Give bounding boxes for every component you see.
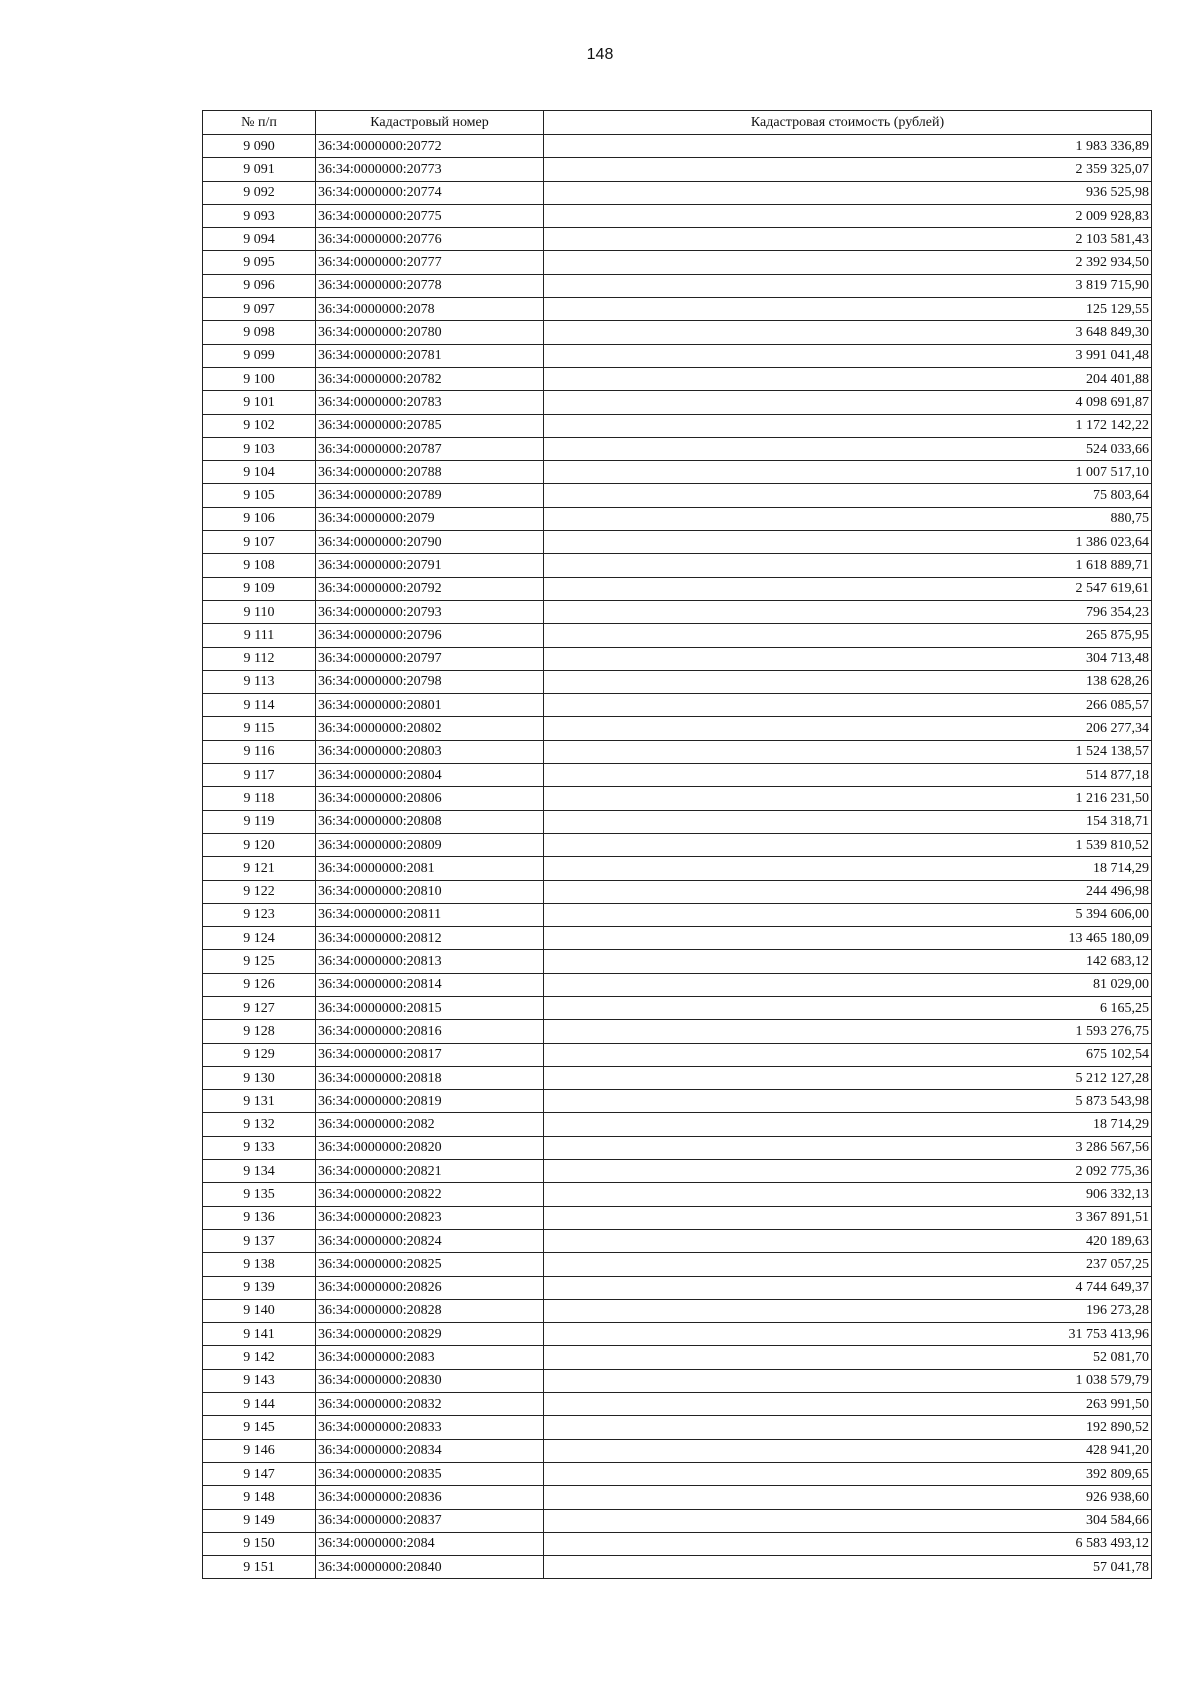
table-row xyxy=(203,1043,1152,1066)
cadastral-number-cell: 36:34:0000000:2081 xyxy=(316,857,544,880)
table-row xyxy=(203,600,1152,623)
cadastral-number-cell: 36:34:0000000:2083 xyxy=(316,1346,544,1369)
row-number-cell: 9 120 xyxy=(203,833,316,856)
cadastral-number-cell: 36:34:0000000:20823 xyxy=(316,1206,544,1229)
cadastral-value-cell: 1 216 231,50 xyxy=(544,787,1152,810)
row-number-cell: 9 117 xyxy=(203,764,316,787)
cadastral-number-cell: 36:34:0000000:20840 xyxy=(316,1556,544,1579)
cadastral-number-cell: 36:34:0000000:20829 xyxy=(316,1323,544,1346)
row-number-cell: 9 150 xyxy=(203,1532,316,1555)
cadastral-value-cell: 244 496,98 xyxy=(544,880,1152,903)
cadastral-value-table xyxy=(202,110,1152,1579)
table-row xyxy=(203,670,1152,693)
cadastral-number-cell: 36:34:0000000:20834 xyxy=(316,1439,544,1462)
cadastral-value-cell: 392 809,65 xyxy=(544,1462,1152,1485)
table-row xyxy=(203,531,1152,554)
cadastral-number-cell: 36:34:0000000:2078 xyxy=(316,298,544,321)
table-row xyxy=(203,1066,1152,1089)
row-number-cell: 9 103 xyxy=(203,437,316,460)
cadastral-value-cell: 52 081,70 xyxy=(544,1346,1152,1369)
cadastral-value-cell: 1 539 810,52 xyxy=(544,833,1152,856)
cadastral-number-cell: 36:34:0000000:20812 xyxy=(316,927,544,950)
table-row xyxy=(203,344,1152,367)
row-number-cell: 9 115 xyxy=(203,717,316,740)
cadastral-value-cell: 142 683,12 xyxy=(544,950,1152,973)
row-number-cell: 9 132 xyxy=(203,1113,316,1136)
row-number-cell: 9 126 xyxy=(203,973,316,996)
cadastral-value-cell: 428 941,20 xyxy=(544,1439,1152,1462)
table-row xyxy=(203,1183,1152,1206)
cadastral-number-cell: 36:34:0000000:20790 xyxy=(316,531,544,554)
row-number-cell: 9 102 xyxy=(203,414,316,437)
cadastral-value-cell: 906 332,13 xyxy=(544,1183,1152,1206)
row-number-cell: 9 116 xyxy=(203,740,316,763)
cadastral-number-cell: 36:34:0000000:20826 xyxy=(316,1276,544,1299)
cadastral-number-cell: 36:34:0000000:20775 xyxy=(316,204,544,227)
row-number-cell: 9 110 xyxy=(203,600,316,623)
table-row xyxy=(203,181,1152,204)
row-number-cell: 9 139 xyxy=(203,1276,316,1299)
cadastral-value-cell: 2 547 619,61 xyxy=(544,577,1152,600)
cadastral-number-cell: 36:34:0000000:20824 xyxy=(316,1229,544,1252)
cadastral-number-cell: 36:34:0000000:20833 xyxy=(316,1416,544,1439)
row-number-cell: 9 100 xyxy=(203,367,316,390)
row-number-cell: 9 105 xyxy=(203,484,316,507)
row-number-cell: 9 093 xyxy=(203,204,316,227)
row-number-cell: 9 091 xyxy=(203,158,316,181)
cadastral-number-cell: 36:34:0000000:20791 xyxy=(316,554,544,577)
table-row xyxy=(203,740,1152,763)
cadastral-number-cell: 36:34:0000000:20792 xyxy=(316,577,544,600)
table-row xyxy=(203,647,1152,670)
cadastral-number-cell: 36:34:0000000:20797 xyxy=(316,647,544,670)
cadastral-number-cell: 36:34:0000000:20774 xyxy=(316,181,544,204)
cadastral-value-cell: 265 875,95 xyxy=(544,624,1152,647)
cadastral-value-cell: 2 103 581,43 xyxy=(544,228,1152,251)
cadastral-number-cell: 36:34:0000000:20806 xyxy=(316,787,544,810)
row-number-cell: 9 129 xyxy=(203,1043,316,1066)
table-row xyxy=(203,577,1152,600)
cadastral-value-cell: 3 367 891,51 xyxy=(544,1206,1152,1229)
cadastral-value-cell: 192 890,52 xyxy=(544,1416,1152,1439)
cadastral-value-cell: 3 819 715,90 xyxy=(544,274,1152,297)
table-row xyxy=(203,1206,1152,1229)
table-row xyxy=(203,787,1152,810)
cadastral-value-cell: 237 057,25 xyxy=(544,1253,1152,1276)
table-row xyxy=(203,1253,1152,1276)
cadastral-value-cell: 675 102,54 xyxy=(544,1043,1152,1066)
row-number-cell: 9 096 xyxy=(203,274,316,297)
cadastral-number-cell: 36:34:0000000:20815 xyxy=(316,996,544,1019)
row-number-cell: 9 092 xyxy=(203,181,316,204)
row-number-cell: 9 138 xyxy=(203,1253,316,1276)
cadastral-value-cell: 196 273,28 xyxy=(544,1299,1152,1322)
table-row xyxy=(203,1439,1152,1462)
cadastral-number-cell: 36:34:0000000:20816 xyxy=(316,1020,544,1043)
cadastral-value-cell: 420 189,63 xyxy=(544,1229,1152,1252)
cadastral-value-cell: 1 007 517,10 xyxy=(544,461,1152,484)
table-row xyxy=(203,764,1152,787)
table-row xyxy=(203,321,1152,344)
row-number-cell: 9 143 xyxy=(203,1369,316,1392)
cadastral-number-cell: 36:34:0000000:20837 xyxy=(316,1509,544,1532)
cadastral-value-cell: 1 983 336,89 xyxy=(544,135,1152,158)
table-row xyxy=(203,1486,1152,1509)
cadastral-number-cell: 36:34:0000000:20776 xyxy=(316,228,544,251)
table-row xyxy=(203,507,1152,530)
cadastral-value-cell: 1 386 023,64 xyxy=(544,531,1152,554)
cadastral-number-cell: 36:34:0000000:20803 xyxy=(316,740,544,763)
row-number-cell: 9 142 xyxy=(203,1346,316,1369)
cadastral-value-cell: 125 129,55 xyxy=(544,298,1152,321)
table-row xyxy=(203,274,1152,297)
row-number-cell: 9 114 xyxy=(203,694,316,717)
cadastral-number-cell: 36:34:0000000:20801 xyxy=(316,694,544,717)
table-row xyxy=(203,1136,1152,1159)
row-number-cell: 9 107 xyxy=(203,531,316,554)
table-row xyxy=(203,810,1152,833)
table-row xyxy=(203,1462,1152,1485)
row-number-cell: 9 127 xyxy=(203,996,316,1019)
table-row xyxy=(203,1393,1152,1416)
cadastral-number-cell: 36:34:0000000:20780 xyxy=(316,321,544,344)
cadastral-number-cell: 36:34:0000000:20808 xyxy=(316,810,544,833)
cadastral-number-cell: 36:34:0000000:20782 xyxy=(316,367,544,390)
cadastral-value-cell: 6 583 493,12 xyxy=(544,1532,1152,1555)
cadastral-number-cell: 36:34:0000000:20828 xyxy=(316,1299,544,1322)
table-row xyxy=(203,717,1152,740)
table-row xyxy=(203,484,1152,507)
row-number-cell: 9 094 xyxy=(203,228,316,251)
row-number-cell: 9 137 xyxy=(203,1229,316,1252)
cadastral-value-cell: 1 593 276,75 xyxy=(544,1020,1152,1043)
table-row xyxy=(203,1299,1152,1322)
cadastral-number-cell: 36:34:0000000:20813 xyxy=(316,950,544,973)
cadastral-number-cell: 36:34:0000000:20820 xyxy=(316,1136,544,1159)
table-row xyxy=(203,903,1152,926)
table-row xyxy=(203,950,1152,973)
cadastral-number-cell: 36:34:0000000:20832 xyxy=(316,1393,544,1416)
cadastral-number-cell: 36:34:0000000:20773 xyxy=(316,158,544,181)
table-row xyxy=(203,1160,1152,1183)
cadastral-number-cell: 36:34:0000000:20793 xyxy=(316,600,544,623)
table-row xyxy=(203,414,1152,437)
row-number-cell: 9 148 xyxy=(203,1486,316,1509)
cadastral-number-cell: 36:34:0000000:20787 xyxy=(316,437,544,460)
table-row xyxy=(203,996,1152,1019)
cadastral-number-cell: 36:34:0000000:20830 xyxy=(316,1369,544,1392)
cadastral-value-cell: 206 277,34 xyxy=(544,717,1152,740)
row-number-cell: 9 112 xyxy=(203,647,316,670)
page-number: 148 xyxy=(586,46,614,63)
row-number-cell: 9 113 xyxy=(203,670,316,693)
table-row xyxy=(203,1090,1152,1113)
row-number-cell: 9 097 xyxy=(203,298,316,321)
cadastral-value-cell: 304 713,48 xyxy=(544,647,1152,670)
cadastral-number-cell: 36:34:0000000:20777 xyxy=(316,251,544,274)
table-row xyxy=(203,204,1152,227)
cadastral-value-cell: 2 009 928,83 xyxy=(544,204,1152,227)
cadastral-value-cell: 75 803,64 xyxy=(544,484,1152,507)
table-row xyxy=(203,880,1152,903)
cadastral-number-cell: 36:34:0000000:20788 xyxy=(316,461,544,484)
table-row xyxy=(203,135,1152,158)
cadastral-number-cell: 36:34:0000000:20818 xyxy=(316,1066,544,1089)
table-row xyxy=(203,367,1152,390)
cadastral-value-cell: 4 744 649,37 xyxy=(544,1276,1152,1299)
row-number-cell: 9 090 xyxy=(203,135,316,158)
row-number-cell: 9 123 xyxy=(203,903,316,926)
row-number-cell: 9 131 xyxy=(203,1090,316,1113)
table-row xyxy=(203,158,1152,181)
table-row xyxy=(203,1346,1152,1369)
table-header-row xyxy=(203,111,1152,135)
cadastral-value-cell: 796 354,23 xyxy=(544,600,1152,623)
table-body xyxy=(203,135,1152,1579)
row-number-cell: 9 134 xyxy=(203,1160,316,1183)
cadastral-value-cell: 6 165,25 xyxy=(544,996,1152,1019)
cadastral-value-cell: 936 525,98 xyxy=(544,181,1152,204)
row-number-cell: 9 104 xyxy=(203,461,316,484)
cadastral-number-cell: 36:34:0000000:20825 xyxy=(316,1253,544,1276)
cadastral-value-cell: 2 392 934,50 xyxy=(544,251,1152,274)
row-number-cell: 9 111 xyxy=(203,624,316,647)
table-row xyxy=(203,624,1152,647)
row-number-cell: 9 140 xyxy=(203,1299,316,1322)
row-number-cell: 9 108 xyxy=(203,554,316,577)
cadastral-value-cell: 514 877,18 xyxy=(544,764,1152,787)
row-number-cell: 9 128 xyxy=(203,1020,316,1043)
table-row xyxy=(203,1020,1152,1043)
row-number-cell: 9 101 xyxy=(203,391,316,414)
cadastral-value-cell: 1 172 142,22 xyxy=(544,414,1152,437)
cadastral-value-cell: 1 038 579,79 xyxy=(544,1369,1152,1392)
cadastral-value-cell: 18 714,29 xyxy=(544,857,1152,880)
table-row xyxy=(203,1416,1152,1439)
cadastral-value-cell: 204 401,88 xyxy=(544,367,1152,390)
cadastral-number-cell: 36:34:0000000:20822 xyxy=(316,1183,544,1206)
row-number-cell: 9 125 xyxy=(203,950,316,973)
header-row-number: № п/п xyxy=(203,111,316,135)
cadastral-value-cell: 2 359 325,07 xyxy=(544,158,1152,181)
cadastral-number-cell: 36:34:0000000:20809 xyxy=(316,833,544,856)
row-number-cell: 9 109 xyxy=(203,577,316,600)
cadastral-value-cell: 2 092 775,36 xyxy=(544,1160,1152,1183)
row-number-cell: 9 118 xyxy=(203,787,316,810)
cadastral-value-cell: 3 648 849,30 xyxy=(544,321,1152,344)
cadastral-value-cell: 3 286 567,56 xyxy=(544,1136,1152,1159)
table-row xyxy=(203,1229,1152,1252)
row-number-cell: 9 122 xyxy=(203,880,316,903)
table-row xyxy=(203,251,1152,274)
cadastral-value-cell: 524 033,66 xyxy=(544,437,1152,460)
cadastral-number-cell: 36:34:0000000:20796 xyxy=(316,624,544,647)
row-number-cell: 9 141 xyxy=(203,1323,316,1346)
cadastral-value-cell: 31 753 413,96 xyxy=(544,1323,1152,1346)
table-row xyxy=(203,1323,1152,1346)
cadastral-number-cell: 36:34:0000000:20811 xyxy=(316,903,544,926)
cadastral-value-cell: 1 524 138,57 xyxy=(544,740,1152,763)
row-number-cell: 9 121 xyxy=(203,857,316,880)
cadastral-value-cell: 5 394 606,00 xyxy=(544,903,1152,926)
row-number-cell: 9 144 xyxy=(203,1393,316,1416)
row-number-cell: 9 098 xyxy=(203,321,316,344)
cadastral-value-cell: 304 584,66 xyxy=(544,1509,1152,1532)
cadastral-value-cell: 13 465 180,09 xyxy=(544,927,1152,950)
row-number-cell: 9 130 xyxy=(203,1066,316,1089)
cadastral-number-cell: 36:34:0000000:20814 xyxy=(316,973,544,996)
cadastral-number-cell: 36:34:0000000:20817 xyxy=(316,1043,544,1066)
cadastral-number-cell: 36:34:0000000:20789 xyxy=(316,484,544,507)
cadastral-number-cell: 36:34:0000000:20798 xyxy=(316,670,544,693)
cadastral-value-cell: 5 212 127,28 xyxy=(544,1066,1152,1089)
cadastral-value-cell: 138 628,26 xyxy=(544,670,1152,693)
row-number-cell: 9 119 xyxy=(203,810,316,833)
cadastral-value-cell: 263 991,50 xyxy=(544,1393,1152,1416)
cadastral-value-cell: 81 029,00 xyxy=(544,973,1152,996)
cadastral-number-cell: 36:34:0000000:20821 xyxy=(316,1160,544,1183)
row-number-cell: 9 124 xyxy=(203,927,316,950)
table-row xyxy=(203,973,1152,996)
table-row xyxy=(203,694,1152,717)
cadastral-value-cell: 1 618 889,71 xyxy=(544,554,1152,577)
cadastral-number-cell: 36:34:0000000:20772 xyxy=(316,135,544,158)
cadastral-number-cell: 36:34:0000000:20802 xyxy=(316,717,544,740)
table-row xyxy=(203,833,1152,856)
cadastral-value-cell: 5 873 543,98 xyxy=(544,1090,1152,1113)
cadastral-value-cell: 266 085,57 xyxy=(544,694,1152,717)
cadastral-value-cell: 926 938,60 xyxy=(544,1486,1152,1509)
cadastral-number-cell: 36:34:0000000:2082 xyxy=(316,1113,544,1136)
table-row xyxy=(203,1556,1152,1579)
row-number-cell: 9 136 xyxy=(203,1206,316,1229)
header-cadastral-number: Кадастровый номер xyxy=(316,111,544,135)
cadastral-number-cell: 36:34:0000000:2079 xyxy=(316,507,544,530)
row-number-cell: 9 106 xyxy=(203,507,316,530)
table-row xyxy=(203,857,1152,880)
row-number-cell: 9 149 xyxy=(203,1509,316,1532)
table-row xyxy=(203,437,1152,460)
row-number-cell: 9 095 xyxy=(203,251,316,274)
table-row xyxy=(203,228,1152,251)
cadastral-number-cell: 36:34:0000000:20835 xyxy=(316,1462,544,1485)
cadastral-number-cell: 36:34:0000000:20781 xyxy=(316,344,544,367)
row-number-cell: 9 151 xyxy=(203,1556,316,1579)
row-number-cell: 9 135 xyxy=(203,1183,316,1206)
cadastral-number-cell: 36:34:0000000:2084 xyxy=(316,1532,544,1555)
table-row xyxy=(203,1509,1152,1532)
table-row xyxy=(203,1532,1152,1555)
cadastral-value-cell: 880,75 xyxy=(544,507,1152,530)
table-row xyxy=(203,298,1152,321)
row-number-cell: 9 145 xyxy=(203,1416,316,1439)
table-row xyxy=(203,391,1152,414)
cadastral-value-cell: 18 714,29 xyxy=(544,1113,1152,1136)
cadastral-value-cell: 57 041,78 xyxy=(544,1556,1152,1579)
row-number-cell: 9 133 xyxy=(203,1136,316,1159)
cadastral-value-cell: 154 318,71 xyxy=(544,810,1152,833)
cadastral-number-cell: 36:34:0000000:20778 xyxy=(316,274,544,297)
cadastral-value-cell: 4 098 691,87 xyxy=(544,391,1152,414)
table-row xyxy=(203,1276,1152,1299)
cadastral-number-cell: 36:34:0000000:20819 xyxy=(316,1090,544,1113)
row-number-cell: 9 099 xyxy=(203,344,316,367)
cadastral-value-cell: 3 991 041,48 xyxy=(544,344,1152,367)
table-row xyxy=(203,927,1152,950)
cadastral-number-cell: 36:34:0000000:20785 xyxy=(316,414,544,437)
cadastral-number-cell: 36:34:0000000:20810 xyxy=(316,880,544,903)
table-row xyxy=(203,554,1152,577)
row-number-cell: 9 147 xyxy=(203,1462,316,1485)
cadastral-number-cell: 36:34:0000000:20836 xyxy=(316,1486,544,1509)
header-cadastral-value: Кадастровая стоимость (рублей) xyxy=(544,111,1152,135)
table-row xyxy=(203,1369,1152,1392)
cadastral-number-cell: 36:34:0000000:20804 xyxy=(316,764,544,787)
row-number-cell: 9 146 xyxy=(203,1439,316,1462)
table-row xyxy=(203,461,1152,484)
table-row xyxy=(203,1113,1152,1136)
cadastral-number-cell: 36:34:0000000:20783 xyxy=(316,391,544,414)
